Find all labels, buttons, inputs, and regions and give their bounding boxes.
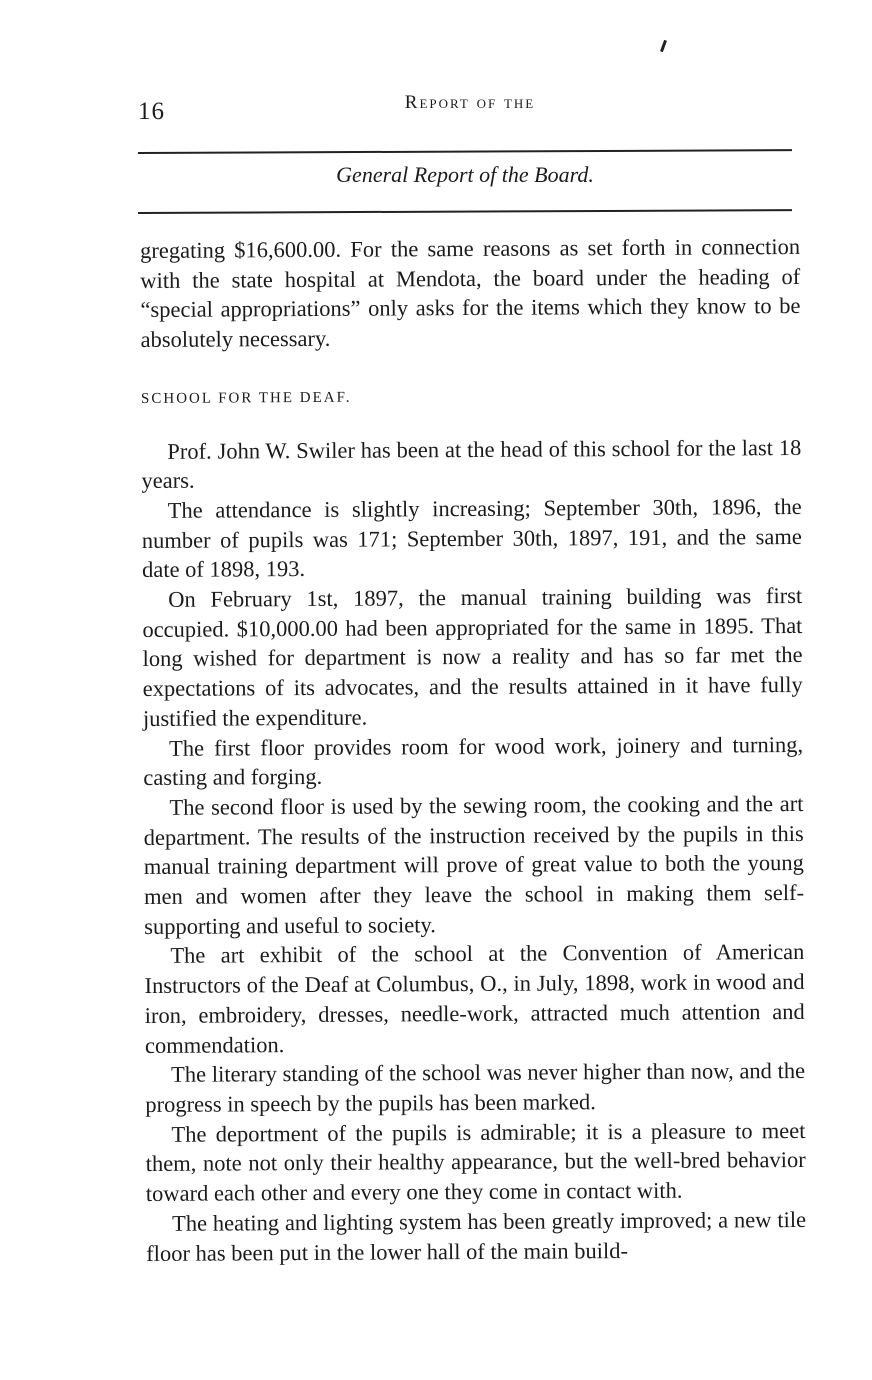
ink-mark — [660, 40, 667, 52]
paragraph: Prof. John W. Swiler has been at the head of this school for the last 18 years. — [141, 434, 802, 494]
running-head: Report of the — [404, 92, 536, 113]
subheading: SCHOOL FOR THE DEAF. — [140, 389, 352, 407]
section-header: General Report of the Board. — [336, 162, 594, 187]
header-rule-top — [138, 149, 792, 154]
paragraph: The deportment of the pupils is admirable; it is a pleasure to meet them, note not only their healthy appearance, but the well-bred behavior toward each other and every one they come in contact with. — [145, 1117, 806, 1207]
paragraph: The literary standing of the school was never higher than now, and the progress in speech by the pupils has been marked. — [145, 1058, 806, 1117]
paragraph: The first floor provides room for wood work, joinery and turning, casting and forging. — [143, 731, 804, 791]
paragraph: The art exhibit of the school at the Convention of American Instructors of the Deaf at Columbus, O., in July, 1898, work in wood and iron, embroidery, dresses, needle-work, attracted much attention and commendation. — [144, 939, 805, 1058]
page-number: 16 — [138, 98, 165, 125]
paragraph: The attendance is slightly increasing; September 30th, 1896, the number of pupils was 171; September 30th, 1897, 191, and the same date of 1898, 193. — [141, 493, 802, 583]
paragraph: The heating and lighting system has been greatly improved; a new tile floor has been put in the lower hall of the main build- — [146, 1206, 807, 1266]
intro-paragraph: gregating $16,600.00. For the same reasons as set forth in connection with the state hospital at Mendota, the board under the heading of “special appropriations” only asks for the items which they know to be absolutely necessary. — [140, 233, 801, 353]
header-rule-bottom — [138, 209, 792, 214]
paragraph: The second floor is used by the sewing room, the cooking and the art department. The results of the instruction received by the pupils in this manual training department will prove of great value to both the young men and women after they leave the school in making them self-supporting and useful to society. — [143, 790, 805, 939]
paragraph: On February 1st, 1897, the manual training building was first occupied. $10,000.00 had been appropriated for the same in 1895. That long wished for department is now a reality and has so far met the expectations of its advocates, and the results attained in it have fully justified the expenditure. — [142, 582, 803, 731]
body-text — [140, 232, 806, 1268]
